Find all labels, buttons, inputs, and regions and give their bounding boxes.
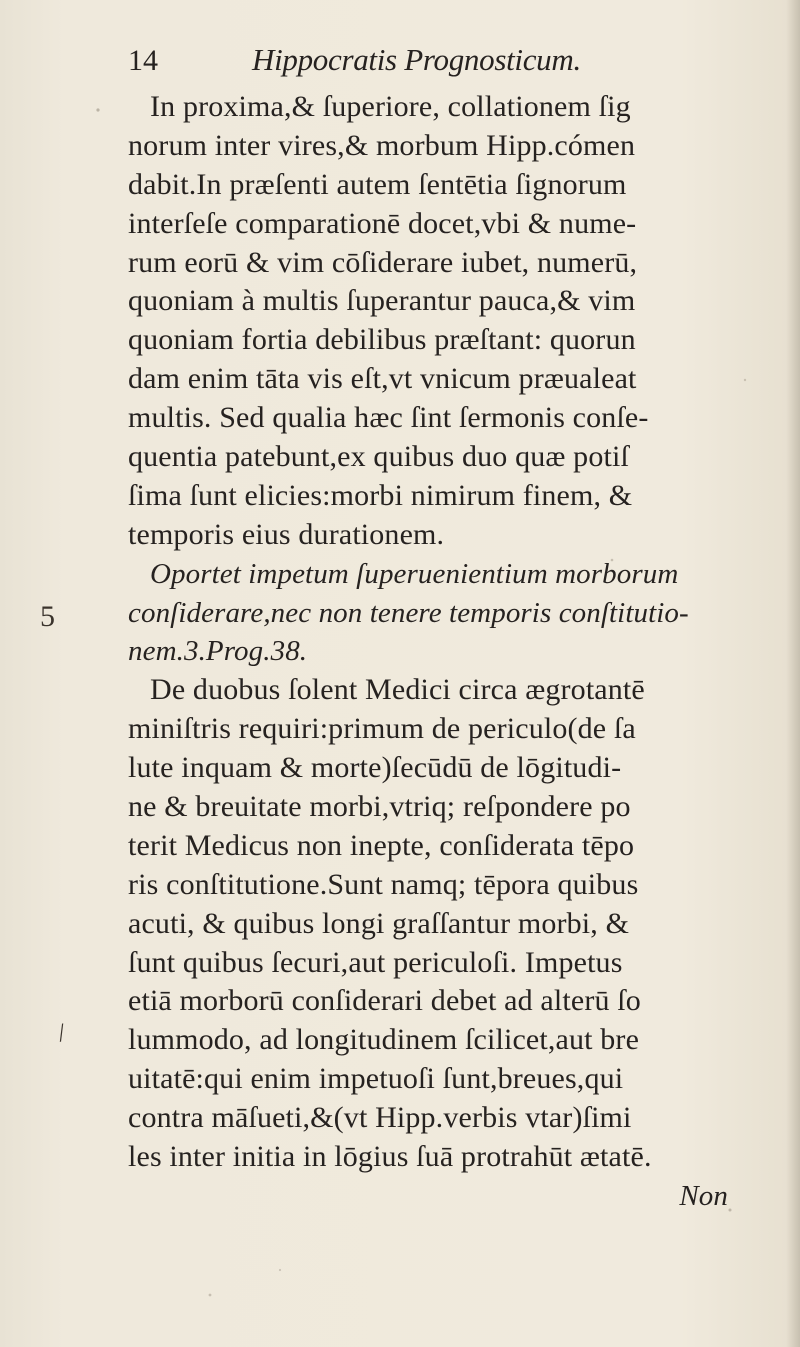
text-line: etiā morborū conſiderari debet ad alterū ſo [128, 984, 641, 1018]
text-line: uitatē:qui enim impetuoſi ſunt,breues,qui [128, 1062, 624, 1096]
body-text [128, 88, 768, 1216]
text-line: temporis eius durationem. [128, 517, 445, 551]
text-line: lute inquam & morte)ſecūdū de lōgitudi- [128, 751, 622, 785]
text-line: lummodo, ad longitudinem ſcilicet,aut bre [128, 1023, 640, 1057]
margin-tick-mark: / [54, 1017, 69, 1048]
text-line: De duobus ſolent Medici circa ægrotantē [150, 673, 645, 707]
page-spine-shadow [786, 0, 800, 1347]
text-line: acuti, & quibus longi graſſantur morbi, & [128, 906, 630, 940]
text-line: terit Medicus non inepte, conſiderata tēpo [128, 828, 635, 862]
text-line: ſima ſunt elicies:morbi nimirum finem, & [128, 478, 633, 512]
text-line: ne & breuitate morbi,vtriq; reſpondere po [128, 790, 631, 824]
text-line: In proxima,& ſuperiore, collationem ſig [150, 90, 631, 123]
page-number: 14 [128, 44, 158, 77]
text-line: norum inter vires,& morbum Hipp.cómen [128, 128, 636, 162]
quotation-line: nem.3.Prog.38. [128, 635, 308, 668]
catchword: Non [679, 1179, 728, 1212]
text-line: ris conſtitutione.Sunt namq; tēpora quibus [128, 867, 639, 901]
page-header [128, 38, 688, 90]
text-line: miniſtris requiri:primum de periculo(de ſa [128, 712, 636, 746]
text-line: contra māſueti,&(vt Hipp.verbis vtar)ſimi [128, 1101, 632, 1135]
quotation-line: Oportet impetum ſuperuenientium morborum [150, 557, 679, 590]
margin-line-number: 5 [40, 600, 55, 633]
text-line: les inter initia in lōgius ſuā protrahūt ætatē. [128, 1140, 652, 1174]
text-line: ſunt quibus ſecuri,aut periculoſi. Impetus [128, 945, 623, 979]
text-line: quentia patebunt,ex quibus duo quæ potiſ [128, 440, 629, 474]
text-line: multis. Sed qualia hæc ſint ſermonis conſe- [128, 401, 649, 435]
text-line: quoniam fortia debilibus præſtant: quorun [128, 323, 636, 357]
running-title: Hippocratis Prognosticum. [252, 42, 581, 77]
quotation-line: conſiderare,nec non tenere temporis conſtitutio- [128, 596, 689, 629]
text-line: dam enim tāta vis eſt,vt vnicum præualeat [128, 362, 637, 396]
text-line: quoniam à multis ſuperantur pauca,& vim [128, 284, 636, 318]
text-line: rum eorū & vim cōſiderare iubet, numerū, [128, 245, 638, 279]
text-line: dabit.In præſenti autem ſentētia ſignorum [128, 167, 627, 201]
text-line: interſeſe comparationē docet,vbi & nume- [128, 206, 637, 240]
